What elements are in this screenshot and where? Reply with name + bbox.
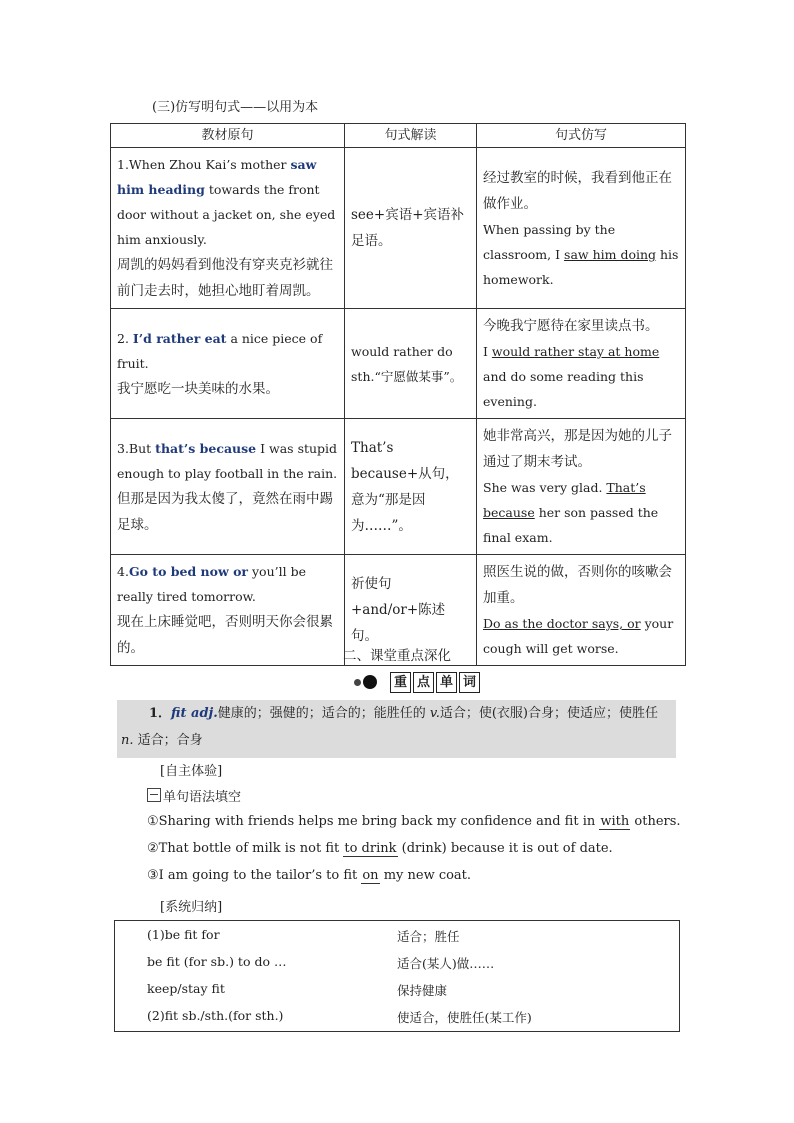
answer-blank: with xyxy=(600,814,630,829)
exercise-heading: 单句语法填空 xyxy=(147,786,241,805)
imitation-sentence: 她非常高兴，那是因为她的儿子通过了期末考试。 She was very glad. That’s because her son passed the final exam. xyxy=(477,419,686,555)
summary-phrase: keep/stay fit xyxy=(147,981,225,996)
table-header-row xyxy=(111,124,686,148)
badge-char: 单 xyxy=(436,672,457,693)
pattern-explanation: would rather do sth.“宁愿做某事”。 xyxy=(345,309,477,419)
summary-meaning: 保持健康 xyxy=(397,983,448,998)
pen-icon xyxy=(147,788,161,802)
imitation-sentence: 经过教室的时候，我看到他正在做作业。 When passing by the classroom, I saw him doing his homework. xyxy=(477,148,686,309)
exercise-item: ③I am going to the tailor’s to fit on my new coat. xyxy=(147,868,472,883)
table-row xyxy=(111,419,686,555)
exercise-item: ①Sharing with friends helps me bring back my confidence and fit in with others. xyxy=(147,814,681,829)
answer-blank: to drink xyxy=(344,841,397,856)
imitation-sentence: 今晚我宁愿待在家里读点书。 I would rather stay at home and do some reading this evening. xyxy=(477,309,686,419)
table-row xyxy=(111,148,686,309)
pattern-explanation: see+宾语+宾语补足语。 xyxy=(345,148,477,309)
dot-icon xyxy=(363,675,377,689)
header-original: 教材原句 xyxy=(111,124,345,148)
header-explanation: 句式解读 xyxy=(345,124,477,148)
pattern-explanation: 祈使句+and/or+陈述句。 xyxy=(345,555,477,666)
answer-blank: That’s because xyxy=(483,480,646,520)
exercise-item: ②That bottle of milk is not fit to drink (drink) because it is out of date. xyxy=(147,841,613,856)
answer-blank: Do as the doctor says, or xyxy=(483,616,641,631)
summary-box xyxy=(114,920,680,1032)
section-title: (三)仿写明句式——以用为本 xyxy=(152,100,319,115)
original-sentence: 2. I’d rather eat a nice piece of fruit. 我宁愿吃一块美味的水果。 xyxy=(111,309,345,419)
chinese-translation: 但那是因为我太傻了，竟然在雨中踢足球。 xyxy=(117,490,333,533)
self-experience-label: [自主体验] xyxy=(160,764,223,779)
original-sentence: 3.But that’s because I was stupid enough to play football in the rain. 但那是因为我太傻了，竟然在雨中踢足球。 xyxy=(111,419,345,555)
chinese-translation: 现在上床睡觉吧，否则明天你会很累的。 xyxy=(117,614,333,656)
summary-meaning: 使适合，使胜任(某工作) xyxy=(397,1010,532,1025)
sentence-table xyxy=(110,123,686,666)
chinese-translation: 周凯的妈妈看到他没有穿夹克衫就往前门走去时，她担心地盯着周凯。 xyxy=(117,257,333,299)
summary-meaning: 适合；胜任 xyxy=(397,929,460,944)
keyword: Go to bed now or xyxy=(128,564,249,579)
imitation-sentence: 照医生说的做，否则你的咳嗽会加重。 Do as the doctor says, or your cough will get worse. xyxy=(477,555,686,666)
table-row xyxy=(111,309,686,419)
headword: fit adj. xyxy=(171,706,218,721)
summary-phrase: (2)fit sb./sth.(for sth.) xyxy=(147,1008,284,1023)
summary-phrase: be fit (for sb.) to do … xyxy=(147,954,287,969)
keyword: saw him heading xyxy=(117,157,317,197)
pattern-explanation: That’s because+从句，意为“那是因为……”。 xyxy=(345,419,477,555)
badge-char: 重 xyxy=(390,672,411,693)
badge-char: 词 xyxy=(459,672,480,693)
part-title: 二、课堂重点深化 xyxy=(343,648,451,664)
answer-blank: on xyxy=(362,868,379,883)
answer-blank: saw him doing xyxy=(564,246,657,262)
summary-label: [系统归纳] xyxy=(160,900,223,915)
original-sentence: 4.Go to bed now or you’ll be really tired tomorrow. 现在上床睡觉吧，否则明天你会很累的。 xyxy=(111,555,345,666)
summary-phrase: (1)be fit for xyxy=(147,927,220,942)
keyword: I’d rather eat xyxy=(132,330,227,346)
badge-char: 点 xyxy=(413,672,434,693)
summary-meaning: 适合(某人)做…… xyxy=(397,956,495,971)
word-entry: 1．fit adj.健康的；强健的；适合的；能胜任的 v.适合；使(衣服)合身；使适应；使胜任 n. 适合；合身 xyxy=(117,700,676,758)
original-sentence: 1.When Zhou Kai’s mother saw him heading towards the front door without a jacket on, she eyed him anxiously. 周凯的妈妈看到他没有穿夹克衫就往前门走去时，她担心地盯着周凯。 xyxy=(111,148,345,309)
header-imitation: 句式仿写 xyxy=(477,124,686,148)
answer-blank: would rather stay at home xyxy=(491,344,660,359)
keyword: that’s because xyxy=(155,440,257,456)
dot-icon xyxy=(354,679,361,686)
chinese-translation: 我宁愿吃一块美味的水果。 xyxy=(117,380,279,397)
